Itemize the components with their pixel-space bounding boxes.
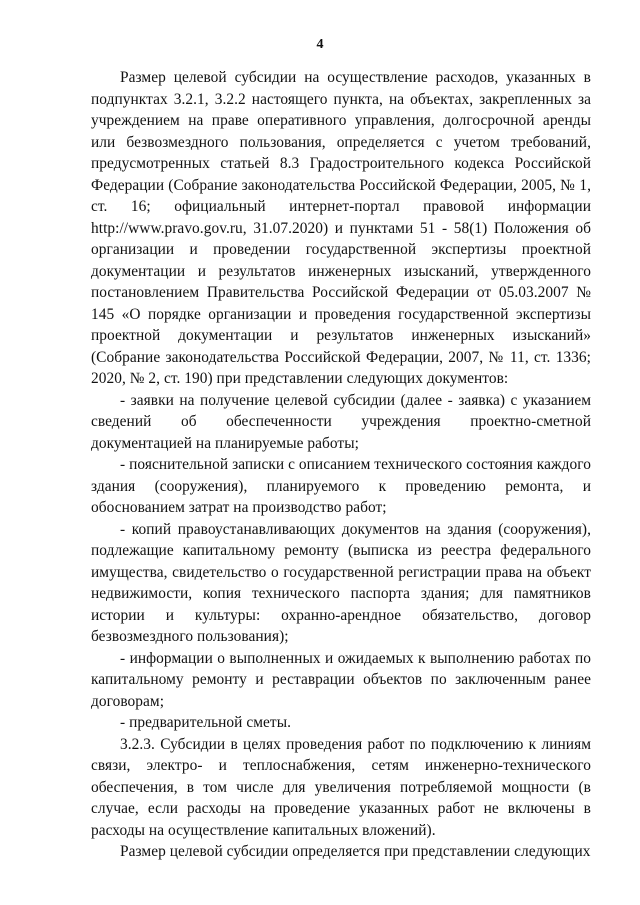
list-item-application: - заявки на получение целевой субсидии (далее - заявка) с указанием сведений об обеспеченности учреждения проектно-сметной документацией на планируемые работы; [91, 391, 591, 452]
paragraph-subsidy-size-continued: Размер целевой субсидии определяется при представлении следующих [120, 843, 591, 860]
document-body [91, 67, 591, 863]
list-item-explanatory-note: - пояснительной записки с описанием технического состояния каждого здания (сооружения), планируемого к проведению ремонта, и обоснованием затрат на производство работ; [91, 456, 591, 516]
paragraph-3-2-3: 3.2.3. Субсидии в целях проведения работ по подключению к линиям связи, электро- и теплоснабжения, сетям инженерно-технического обеспечения, в том числе для увеличения потребляемой мощности (в случае, если расходы на проведение указанных работ не включены в расходы на осуществление капитальных вложений). [91, 735, 591, 839]
list-item-work-information: - информации о выполненных и ожидаемых к выполнению работах по капитальному ремонту и реставрации объектов по заключенным ранее договорам; [91, 649, 591, 710]
list-item-estimate: - предварительной сметы. [120, 714, 291, 731]
page-number: 4 [316, 37, 324, 52]
list-item-title-documents: - копий правоустанавливающих документов на здания (сооружения), подлежащие капитальному ремонту (выписка из реестра федерального имущества, свидетельство о государственной регистрации права на объект недвижимости, копия технического паспорта здания; для памятников истории и культуры: охранно-арендное обязательство, договор безвозмездного пользования); [91, 520, 591, 645]
paragraph-subsidy-size: Размер целевой субсидии на осуществление расходов, указанных в подпунктах 3.2.1, 3.2.2 настоящего пункта, на объектах, закрепленных за учреждением на праве оперативного управления, долгосрочной аренды или безвозмездного пользования, определяется с учетом требований, предусмотренных статьей 8.3 Градостроительного кодекса Российской Федерации (Собрание законодательства Российской Федерации, 2005, № 1, ст. 16; официальный интернет-портал правовой информации http://www.pravo.gov.ru, 31.07.2020) и пунктами 51 - 58(1) Положения об организации и проведении государственной экспертизы проектной документации и результатов инженерных изысканий, утвержденного постановлением Правительства Российской Федерации от 05.03.2007 № 145 «О порядке организации и проведения государственной экспертизы проектной документации и результатов инженерных изысканий» (Собрание законодательства Российской Федерации, 2007, № 11, ст. 1336; 2020, № 2, ст. 190) при представлении следующих документов: [91, 69, 591, 387]
